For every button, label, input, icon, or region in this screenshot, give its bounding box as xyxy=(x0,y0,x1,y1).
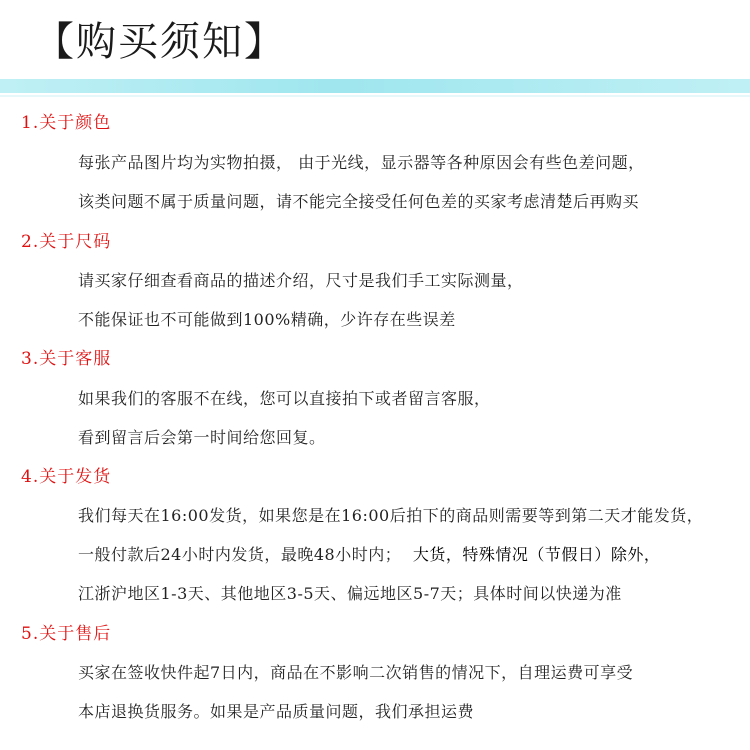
section-aftersales-line-2: 本店退换货服务。如果是产品质量问题，我们承担运费 xyxy=(78,702,475,721)
section-color-line-2: 该类问题不属于质量问题，请不能完全接受任何色差的买家考虑清楚后再购买 xyxy=(78,192,640,211)
section-color-heading: 1.关于颜色 xyxy=(21,113,112,133)
section-shipping-line-3: 江浙沪地区1-3天、其他地区3-5天、偏远地区5-7天；具体时间以快递为准 xyxy=(78,584,622,603)
section-aftersales-heading: 5.关于售后 xyxy=(21,624,112,644)
section-service-line-2: 看到留言后会第一时间给您回复。 xyxy=(78,428,326,447)
section-size-line-1: 请买家仔细查看商品的描述介绍，尺寸是我们手工实际测量， xyxy=(78,271,524,290)
section-color-line-1: 每张产品图片均为实物拍摄， 由于光线，显示器等各种原因会有些色差问题， xyxy=(78,153,645,172)
section-shipping-line-2-wrap xyxy=(78,542,660,568)
section-shipping-line-2: 一般付款后24小时内发货，最晚48小时内； xyxy=(78,545,402,564)
section-shipping-heading: 4.关于发货 xyxy=(21,467,112,487)
section-size-heading: 2.关于尺码 xyxy=(21,232,112,252)
section-shipping-note: 大货，特殊情况（节假日）除外， xyxy=(412,545,661,564)
section-service-heading: 3.关于客服 xyxy=(21,349,112,369)
page-title: 【购买须知】 xyxy=(34,19,286,65)
section-service-line-1: 如果我们的客服不在线，您可以直接拍下或者留言客服， xyxy=(78,389,491,408)
section-size-line-2: 不能保证也不可能做到100%精确，少许存在些误差 xyxy=(78,310,456,329)
title-divider xyxy=(0,79,750,93)
section-aftersales-line-1: 买家在签收快件起7日内，商品在不影响二次销售的情况下，自理运费可享受 xyxy=(78,663,634,682)
section-shipping-line-1: 我们每天在16:00发货，如果您是在16:00后拍下的商品则需要等到第二天才能发货， xyxy=(78,506,704,525)
